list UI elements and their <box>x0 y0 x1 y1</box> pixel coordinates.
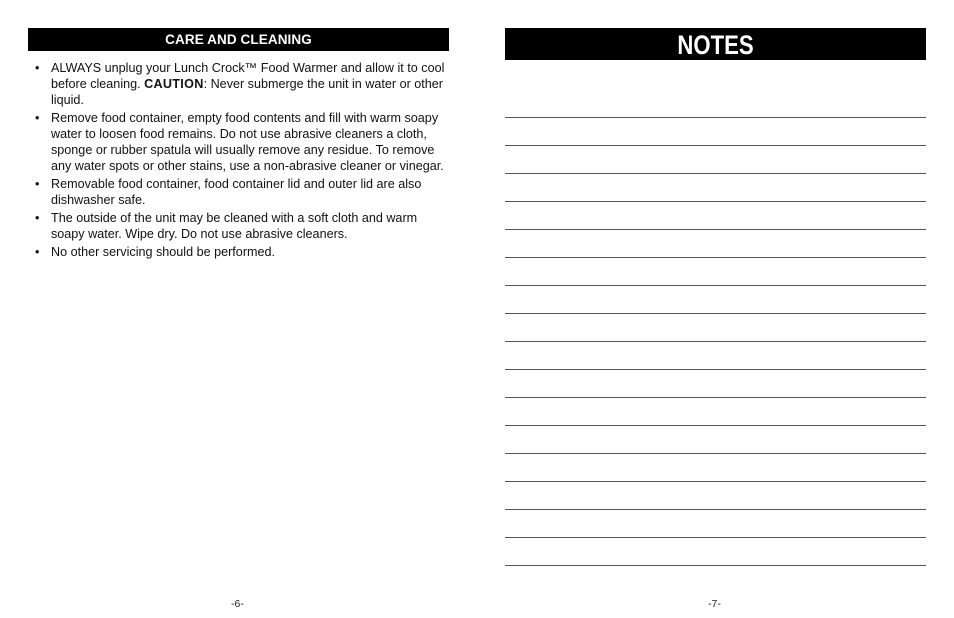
note-line <box>505 454 926 482</box>
right-page <box>505 28 926 60</box>
note-line <box>505 286 926 314</box>
note-line <box>505 398 926 426</box>
notes-title: NOTES <box>677 30 754 60</box>
note-line <box>505 482 926 510</box>
bullet-icon: • <box>35 61 40 75</box>
note-line <box>505 314 926 342</box>
bullet-icon: • <box>35 111 40 125</box>
note-line <box>505 258 926 286</box>
list-item-text: Remove food container, empty food contents and fill with warm soapy water to loosen food remains. Do not use abrasive cleaners a cloth, sponge or rubber spatula will usually remove any residue. To remove any water spots or other stains, use a non-abrasive cleaner or vinegar. <box>51 111 444 173</box>
caution-label: CAUTION <box>144 77 204 91</box>
cleaning-instructions-list <box>28 60 449 260</box>
note-line <box>505 370 926 398</box>
note-line <box>505 230 926 258</box>
note-line <box>505 118 926 146</box>
note-line <box>505 510 926 538</box>
care-and-cleaning-header: CARE AND CLEANING <box>28 28 449 51</box>
note-line <box>505 174 926 202</box>
notes-lines <box>505 90 926 566</box>
notes-header <box>505 28 926 60</box>
note-line <box>505 426 926 454</box>
list-item <box>28 60 449 108</box>
list-item <box>28 244 449 260</box>
note-line <box>505 538 926 566</box>
list-item-text: Removable food container, food container lid and outer lid are also dishwasher safe. <box>51 177 422 207</box>
list-item-text: The outside of the unit may be cleaned with a soft cloth and warm soapy water. Wipe dry. Do not use abrasive cleaners. <box>51 211 418 241</box>
note-line <box>505 342 926 370</box>
list-item <box>28 110 449 174</box>
list-item-text: No other servicing should be performed. <box>51 245 276 259</box>
list-item <box>28 210 449 242</box>
list-item-text: ALWAYS unplug your Lunch Crock™ Food Warmer and allow it to cool before cleaning. <box>51 61 445 91</box>
note-line <box>505 90 926 118</box>
note-line <box>505 146 926 174</box>
list-item <box>28 176 449 208</box>
note-line <box>505 202 926 230</box>
list-item-text: : Never submerge the unit in water or other liquid. <box>51 77 443 107</box>
bullet-icon: • <box>35 211 40 225</box>
page-number-right: -7- <box>708 598 721 610</box>
page-number-left: -6- <box>231 598 244 610</box>
left-page <box>28 28 449 262</box>
bullet-icon: • <box>35 177 40 191</box>
bullet-icon: • <box>35 245 40 259</box>
